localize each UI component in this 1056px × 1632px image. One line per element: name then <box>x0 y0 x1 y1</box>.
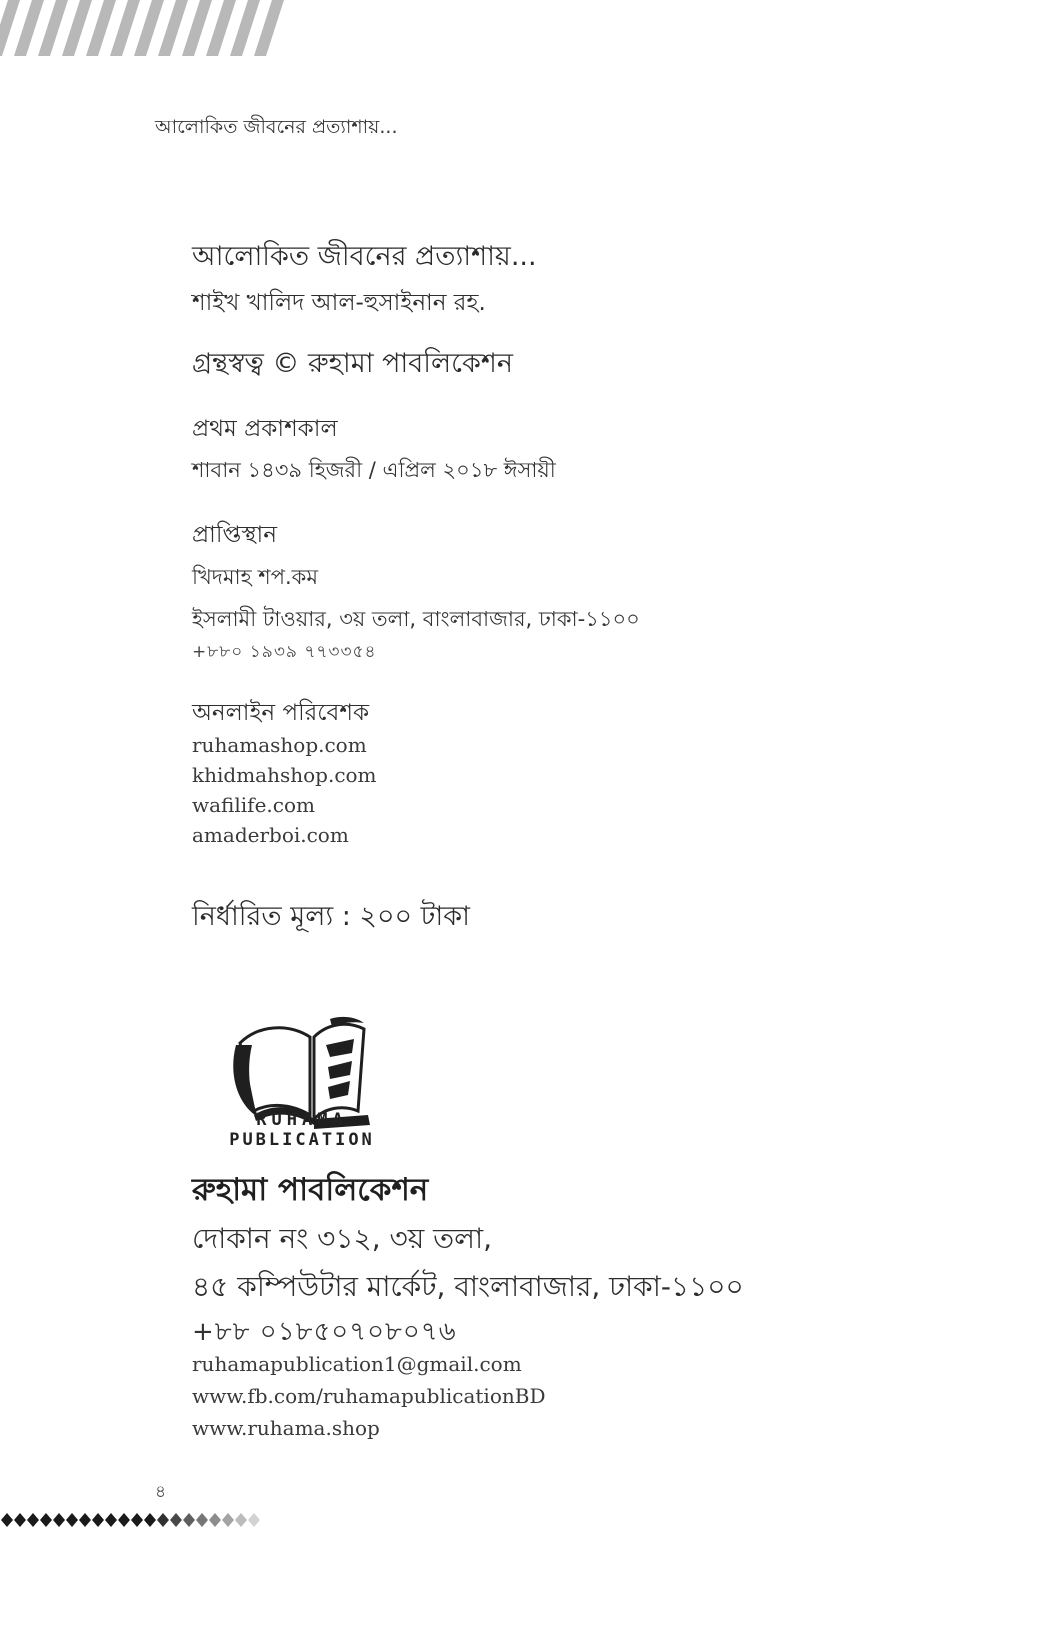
decorative-stripes <box>0 0 290 56</box>
publisher-logo-text <box>222 1110 382 1150</box>
page-number: ৪ <box>155 1482 167 1502</box>
running-head: আলোকিত জীবনের প্রত্যাশায়... <box>155 116 398 138</box>
diamond-ornament <box>170 1513 182 1527</box>
availability-address-block <box>192 603 640 638</box>
availability-shop: খিদমাহ শপ.কম <box>192 565 318 589</box>
first-edition-date-block <box>192 454 556 489</box>
availability-shop-block <box>192 561 318 596</box>
publisher-address2-block <box>192 1265 744 1312</box>
online-site[interactable]: khidmahshop.com <box>192 763 377 787</box>
diamond-ornament <box>248 1513 260 1527</box>
publisher-phone: +৮৮ ০১৮৫০৭০৮০৭৬ <box>192 1317 457 1347</box>
publisher-name-block <box>192 1166 428 1218</box>
diamond-ornament <box>92 1513 104 1527</box>
book-author: শাইখ খালিদ আল-হুসাইনান রহ. <box>192 290 486 316</box>
availability-label: প্রাপ্তিস্থান <box>192 522 277 548</box>
decorative-diamond-row <box>0 1510 270 1530</box>
publisher-address-line2: ৪৫ কম্পিউটার মার্কেট, বাংলাবাজার, ঢাকা-১১০০ <box>192 1270 744 1303</box>
publisher-address1-block <box>192 1217 492 1264</box>
online-label: অনলাইন পরিবেশক <box>192 700 370 726</box>
publisher-email[interactable]: ruhamapublication1@gmail.com <box>192 1352 522 1376</box>
availability-phone: +৮৮০ ১৯৩৯ ৭৭৩৩৫৪ <box>192 642 377 662</box>
book-title: আলোকিত জীবনের প্রত্যাশায়... <box>192 241 537 272</box>
diamond-ornament <box>157 1513 169 1527</box>
diamond-ornament <box>66 1513 78 1527</box>
availability-phone-block <box>192 639 377 667</box>
diamond-ornament <box>235 1513 247 1527</box>
diamond-ornament <box>144 1513 156 1527</box>
diamond-ornament <box>118 1513 130 1527</box>
diamond-ornament <box>222 1513 234 1527</box>
availability-label-block <box>192 516 277 555</box>
price: নির্ধারিত মূল্য : ২০০ টাকা <box>192 901 470 932</box>
diamond-ornament <box>196 1513 208 1527</box>
copyright-line: গ্রন্থস্বত্ব © রুহামা পাবলিকেশন <box>192 348 513 379</box>
diamond-ornament <box>14 1513 26 1527</box>
publisher-name: রুহামা পাবলিকেশন <box>192 1172 429 1208</box>
diamond-ornament <box>40 1513 52 1527</box>
first-edition-date: শাবান ১৪৩৯ হিজরী / এপ্রিল ২০১৮ ঈসায়ী <box>192 458 556 482</box>
publisher-facebook[interactable]: www.fb.com/ruhamapublicationBD <box>192 1384 546 1408</box>
online-label-block <box>192 694 369 733</box>
diamond-ornament <box>105 1513 117 1527</box>
diamond-ornament <box>53 1513 65 1527</box>
diamond-ornament <box>27 1513 39 1527</box>
online-site[interactable]: ruhamashop.com <box>192 733 367 757</box>
publisher-address-line1: দোকান নং ৩১২, ৩য় তলা, <box>192 1222 493 1255</box>
copyright-block <box>192 343 513 388</box>
first-edition-block <box>192 410 338 449</box>
diamond-ornament <box>131 1513 143 1527</box>
logo-line1: RUHAMA <box>256 1110 348 1130</box>
logo-line2: PUBLICATION <box>229 1130 375 1150</box>
availability-address: ইসলামী টাওয়ার, ৩য় তলা, বাংলাবাজার, ঢাকা-১১০০ <box>192 607 640 631</box>
price-block <box>192 896 470 941</box>
book-info <box>192 236 537 281</box>
publisher-contacts <box>192 1348 545 1444</box>
online-site[interactable]: amaderboi.com <box>192 823 349 847</box>
online-sites-list <box>192 730 377 850</box>
publisher-website[interactable]: www.ruhama.shop <box>192 1416 380 1440</box>
diamond-ornament <box>183 1513 195 1527</box>
diamond-ornament <box>79 1513 91 1527</box>
online-site[interactable]: wafilife.com <box>192 793 315 817</box>
diamond-ornament <box>209 1513 221 1527</box>
first-edition-label: প্রথম প্রকাশকাল <box>192 416 338 442</box>
book-author-block <box>192 284 486 323</box>
diamond-ornament <box>1 1513 13 1527</box>
